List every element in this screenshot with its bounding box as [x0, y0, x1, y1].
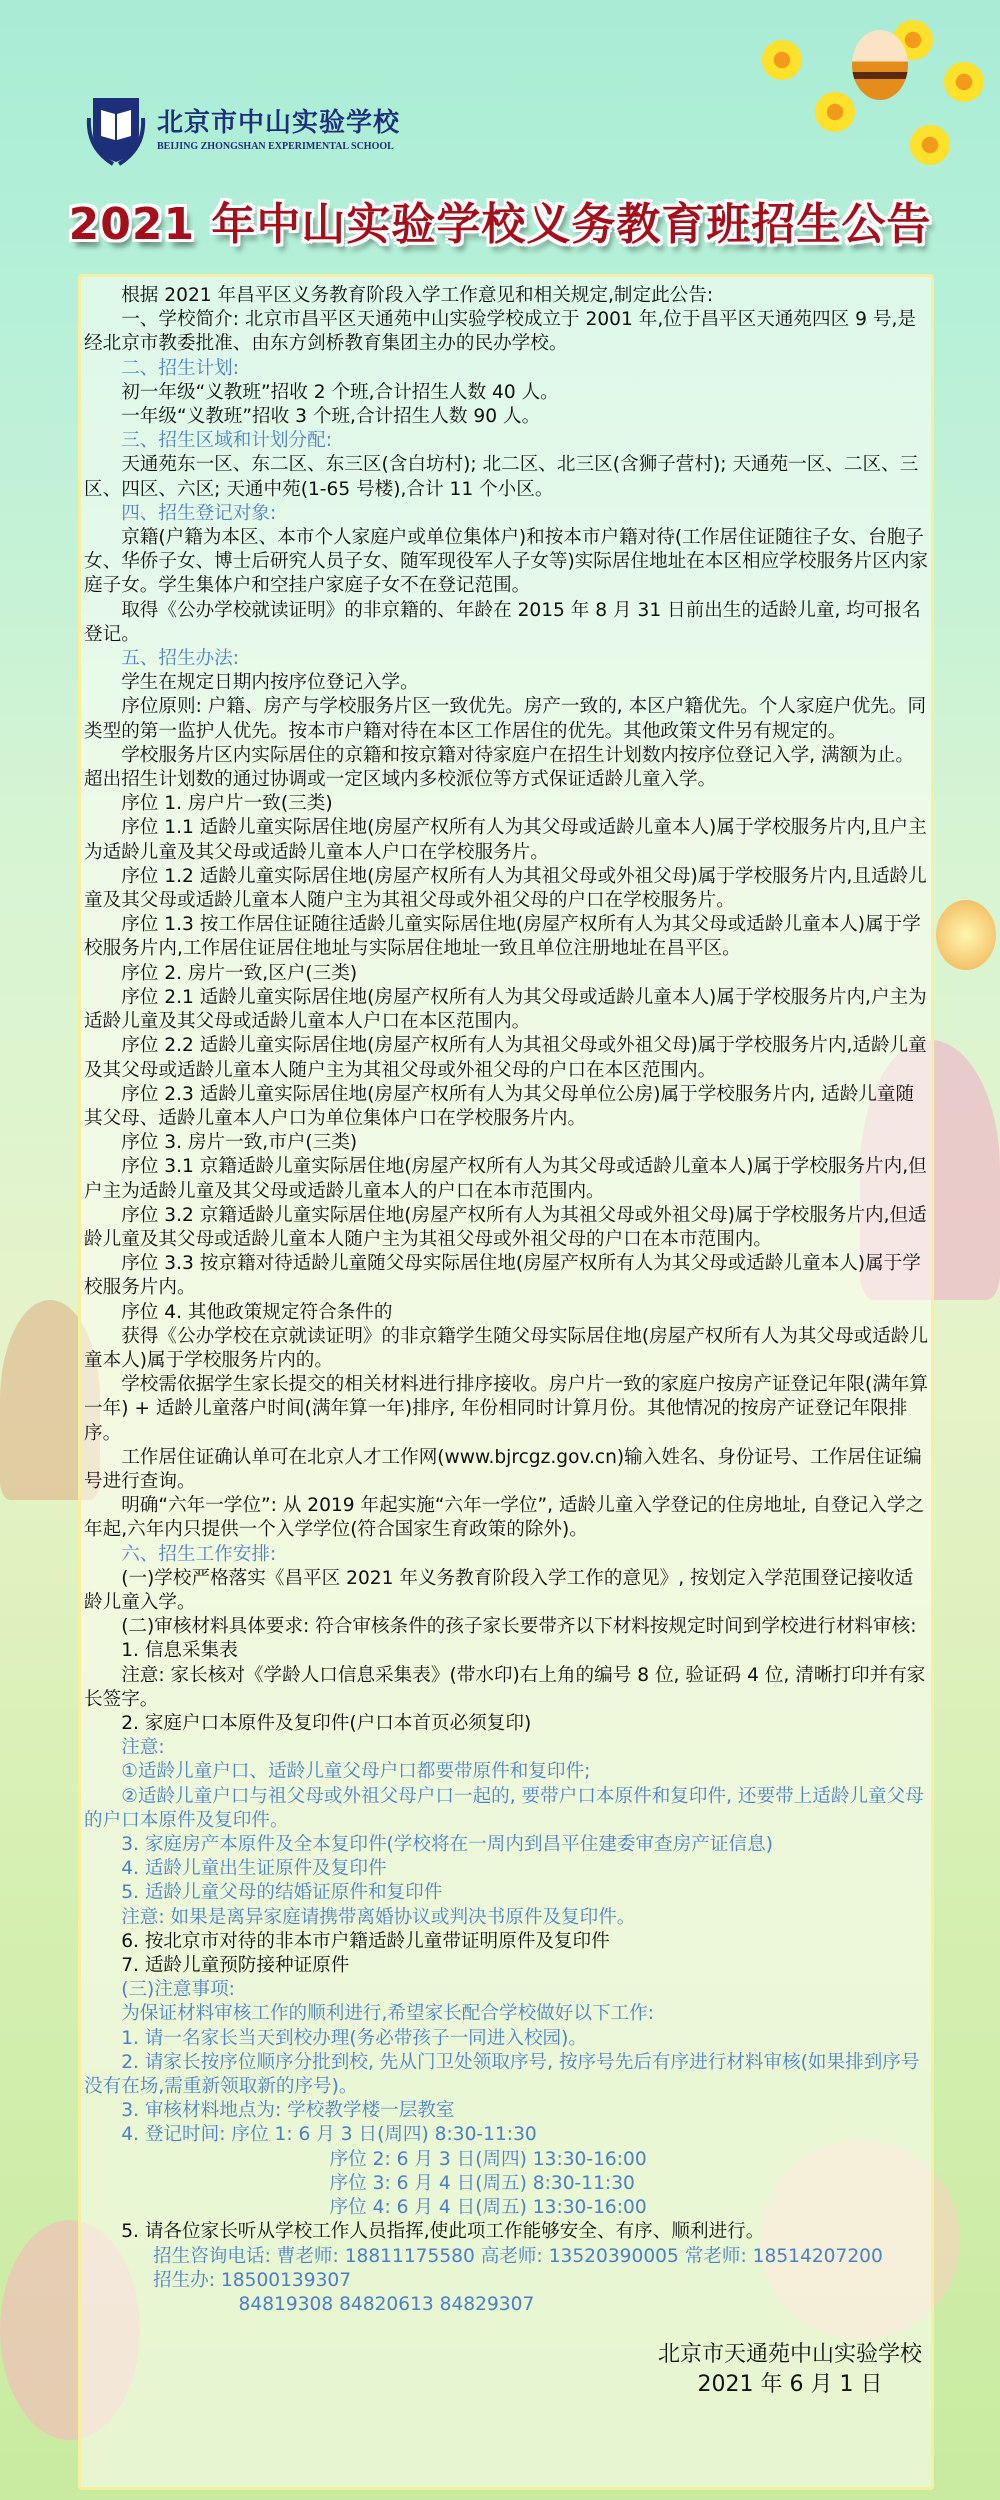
schedule-row: 序位 4: 6 月 4 日(周五) 13:30-16:00 [329, 2197, 647, 2219]
notice-paragraph: 五、招生办法: [121, 648, 240, 670]
notice-paragraph: (三)注意事项: [121, 1979, 235, 2001]
notice-paragraph: 学生在规定日期内按序位登记入学。 [121, 672, 419, 694]
notice-paragraph: 四、招生登记对象: [121, 502, 277, 524]
notice-paragraph: 序位 3.3 按京籍对待适龄儿童随父母实际居住地(房屋产权所有人为其父母或适龄儿童本人)属于学校服务片内。 [84, 1253, 921, 1299]
notice-paragraph: 一、学校简介: 北京市昌平区天通苑中山实验学校成立于 2001 年,位于昌平区天通苑四区 9 号,是经北京市教委批准、由东方剑桥教育集团主办的民办学校。 [84, 309, 916, 355]
notice-paragraph: 序位 2.1 适龄儿童实际居住地(房屋产权所有人为其父母或适龄儿童本人)属于学校服务片内,户主为适龄儿童及其父母或适龄儿童本人户口在本区范围内。 [84, 986, 927, 1033]
notice-paragraph: 取得《公办学校就读证明》的非京籍的、年龄在 2015 年 8 月 31 日前出生的适龄儿童, 均可报名登记。 [84, 599, 921, 645]
notice-paragraph: 六、招生工作安排: [121, 1543, 277, 1565]
notice-paragraph: 获得《公办学校在京就读证明》的非京籍学生随父母实际居住地(房屋产权所有人为其父母或适龄儿童本人)属于学校服务片内的。 [84, 1325, 928, 1371]
flower-decoration [815, 92, 855, 132]
notice-paragraph: 2. 家庭户口本原件及复印件(户口本首页必须复印) [121, 1712, 532, 1734]
notice-paragraph: 序位 1. 房户片一致(三类) [121, 793, 333, 815]
notice-paragraph: 三、招生区域和计划分配: [121, 430, 332, 452]
signature-school: 北京市天通苑中山实验学校 [657, 2342, 922, 2367]
notice-paragraph: 4. 登记时间: 序位 1: 6 月 3 日(周四) 8:30-11:30 [121, 2124, 537, 2146]
notice-body [84, 284, 930, 2244]
notice-paragraph: 序位 3.1 京籍适龄儿童实际居住地(房屋产权所有人为其父母或适龄儿童本人)属于学校服务片内,但户主为适龄儿童及其父母或适龄儿童本人的户口在本市范围内。 [84, 1156, 927, 1202]
notice-paragraph: 序位 2.2 适龄儿童实际居住地(房屋产权所有人为其祖父母或外祖父母)属于学校服务片内,适龄儿童及其父母或适龄儿童本人随户主为其祖父母或外祖父母的户口在本区范围内。 [84, 1035, 927, 1081]
notice-paragraph: 学校服务片区内实际居住的京籍和按京籍对待家庭户在招生计划数内按序位登记入学, 满额为止。超出招生计划数的通过协调或一定区域内多校派位等方式保证适龄儿童入学。 [84, 744, 914, 791]
notice-paragraph: 3. 家庭房产本原件及全本复印件(学校将在一周内到昌平住建委审查房产证信息) [121, 1834, 773, 1855]
notice-paragraph: (一)学校严格落实《昌平区 2021 年义务教育阶段入学工作的意见》, 按划定入学范围登记接收适龄儿童入学。 [84, 1567, 914, 1613]
school-name-cn: 北京市中山实验学校 [157, 108, 401, 138]
school-crest-icon [85, 88, 147, 166]
page-title: 2021 年中山实验学校义务教育班招生公告 [68, 199, 932, 250]
notice-paragraph: 注意: 家长核对《学龄人口信息采集表》(带水印)右上角的编号 8 位, 验证码 4 位, 清晰打印并有家长签字。 [84, 1664, 926, 1710]
notice-paragraph: (二)审核材料具体要求: 符合审核条件的孩子家长要带齐以下材料按规定时间到学校进行材料审核: [121, 1616, 917, 1638]
notice-paragraph: 4. 适龄儿童出生证原件及复印件 [121, 1858, 387, 1880]
schedule-row: 序位 3: 6 月 4 日(周五) 8:30-11:30 [329, 2172, 635, 2194]
notice-paragraph: 天通苑东一区、东二区、东三区(含白坊村); 北二区、北三区(含狮子营村); 天通苑一区、二区、三区、四区、六区; 天通中苑(1-65 号楼),合计 11 个小区。 [84, 454, 919, 500]
notice-paragraph: 5. 适龄儿童父母的结婚证原件和复印件 [121, 1882, 443, 1904]
closing-paragraph: 5. 请各位家长听从学校工作人员指挥,使此项工作能够安全、有序、顺利进行。 [121, 2221, 765, 2243]
signature-date: 2021 年 6 月 1 日 [697, 2372, 883, 2397]
contact-info [153, 2245, 933, 2318]
notice-paragraph: 6. 按北京市对待的非本市户籍适龄儿童带证明原件及复印件 [121, 1930, 610, 1952]
notice-paragraph: 序位 2.3 适龄儿童实际居住地(房屋产权所有人为其父母单位公房)属于学校服务片内, 适龄儿童随其父母、适龄儿童本人户口为单位集体户口在学校服务片内。 [84, 1083, 915, 1129]
notice-paragraph: 2. 请家长按序位顺序分批到校, 先从门卫处领取序号, 按序号先后有序进行材料审核(如果排到序号没有在场,需重新领取新的序号)。 [84, 2051, 920, 2098]
notice-paragraph: 明确“六年一学位”: 从 2019 年起实施“六年一学位”, 适龄儿童入学登记的住房地址, 自登记入学之年起,六年内只提供一个入学学位(符合国家生育政策的除外)。 [84, 1495, 925, 1541]
notice-paragraph: ②适龄儿童户口与祖父母或外祖父母户口一起的, 要带户口本原件和复印件, 还要带上适龄儿童父母的户口本原件及复印件。 [84, 1785, 924, 1831]
office-phone-numbers: 84819308 84820613 84829307 [238, 2294, 535, 2316]
notice-paragraph: 7. 适龄儿童预防接种证原件 [121, 1955, 350, 1977]
notice-paragraph: 序位 1.3 按工作居住证随往适龄儿童实际居住地(房屋产权所有人为其父母或适龄儿童本人)属于学校服务片内,工作居住证居住地址与实际居住地址一致且单位注册地址在昌平区。 [84, 914, 921, 960]
notice-paragraph: 为保证材料审核工作的顺利进行,希望家长配合学校做好以下工作: [121, 2003, 654, 2025]
notice-paragraph: ①适龄儿童户口、适龄儿童父母户口都要带原件和复印件; [121, 1761, 591, 1783]
notice-paragraph: 序位 1.1 适龄儿童实际居住地(房屋产权所有人为其父母或适龄儿童本人)属于学校服务片内,且户主为适龄儿童及其父母或适龄儿童本人户口在学校服务片。 [84, 817, 927, 863]
notice-paragraph: 学校需依据学生家长提交的相关材料进行排序接收。房户片一致的家庭户按房产证登记年限(满年算一年) + 适龄儿童落户时间(满年算一年)排序, 年份相同时计算月份。其他情况的按房产证登记年限排序。 [84, 1374, 928, 1444]
schedule-row: 序位 2: 6 月 3 日(周四) 13:30-16:00 [329, 2148, 647, 2170]
notice-paragraph: 二、招生计划: [121, 357, 240, 379]
notice-paragraph: 序位 4. 其他政策规定符合条件的 [121, 1301, 393, 1323]
notice-paragraph: 序位 1.2 适龄儿童实际居住地(房屋产权所有人为其祖父母或外祖父母)属于学校服务片内,且适龄儿童及其父母或适龄儿童本人随户主为其祖父母或外祖父母的户口在学校服务片。 [84, 865, 927, 912]
notice-paragraph: 序位 2. 房片一致,区户(三类) [121, 962, 358, 984]
notice-paragraph: 序位 3. 房片一致,市户(三类) [121, 1132, 358, 1154]
notice-paragraph: 1. 请一名家长当天到校办理(务必带孩子一同进入校园)。 [121, 2027, 588, 2049]
flower-decoration [762, 40, 802, 80]
notice-paragraph: 注意: [121, 1737, 165, 1759]
bee-illustration [852, 30, 908, 100]
school-name-en: BEIJING ZHONGSHAN EXPERIMENTAL SCHOOL [157, 141, 394, 152]
notice-paragraph: 注意: 如果是离异家庭请携带离婚协议或判决书原件及复印件。 [121, 1906, 636, 1928]
notice-paragraph: 根据 2021 年昌平区义务教育阶段入学工作意见和相关规定,制定此公告: [121, 285, 714, 306]
notice-paragraph: 序位 3.2 京籍适龄儿童实际居住地(房屋产权所有人为其祖父母或外祖父母)属于学校服务片内,但适龄儿童及其父母或适龄儿童本人随户主为其祖父母或外祖父母的户口在本市范围内。 [84, 1204, 927, 1250]
notice-paragraph: 序位原则: 户籍、房产与学校服务片区一致优先。房产一致的, 本区户籍优先。个人家庭户优先。同类型的第一监护人优先。按本市户籍对待在本区工作居住的优先。其他政策文件另有规定的。 [84, 696, 927, 742]
notice-paragraph: 京籍(户籍为本区、本市个人家庭户或单位集体户)和按本市户籍对待(工作居住证随往子女、台胞子女、华侨子女、博士后研究人员子女、随军现役军人子女等)实际居住地址在本区相应学校服务片区内家庭子女。学生集体户和空挂户家庭子女不在登记范围。 [84, 527, 928, 597]
flower-decoration [944, 62, 984, 102]
admissions-office-phone: 招生办: 18500139307 [153, 2270, 352, 2292]
balloon-illustration [936, 900, 996, 970]
flower-decoration [910, 125, 950, 165]
contact-phones: 招生咨询电话: 曹老师: 18811175580 高老师: 13520390005 常老师: 18514207200 [153, 2246, 883, 2267]
school-logo [85, 88, 400, 166]
notice-paragraph: 1. 信息采集表 [121, 1640, 238, 1662]
notice-paragraph: 一年级“义教班”招收 3 个班,合计招生人数 90 人。 [121, 406, 541, 428]
notice-paragraph: 初一年级“义教班”招收 2 个班,合计招生人数 40 人。 [121, 381, 559, 403]
notice-paragraph: 3. 审核材料地点为: 学校教学楼一层教室 [121, 2100, 455, 2122]
notice-paragraph: 工作居住证确认单可在北京人才工作网(www.bjrcgz.gov.cn)输入姓名、身份证号、工作居住证编号进行查询。 [84, 1446, 922, 1492]
signature [658, 2340, 922, 2400]
